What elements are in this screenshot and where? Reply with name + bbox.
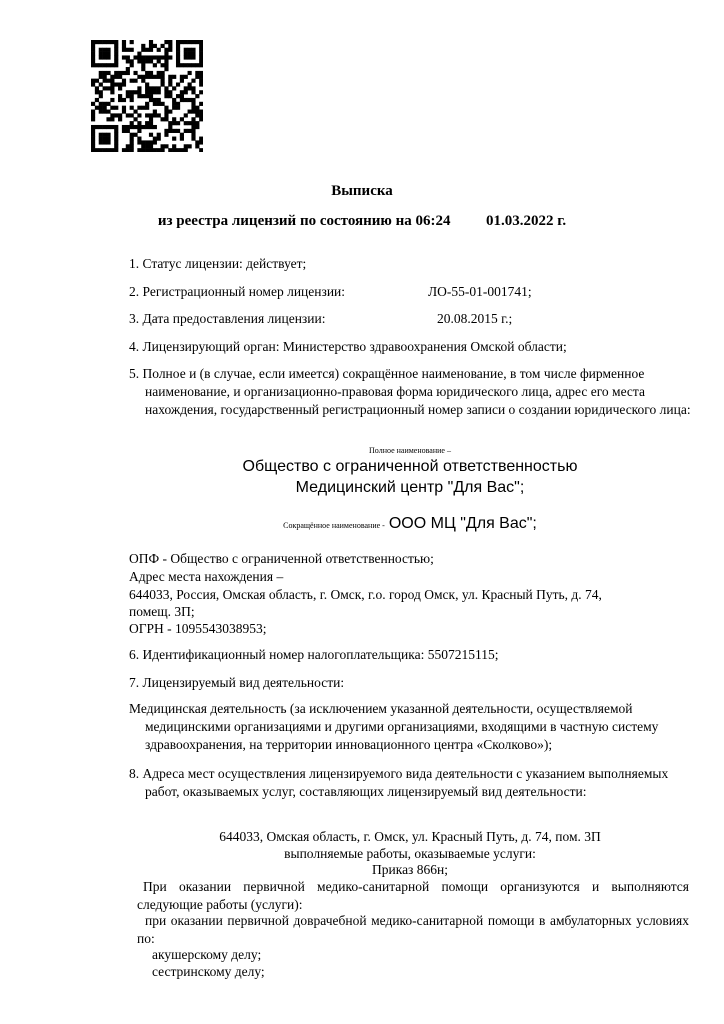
places-intro: 8. Адреса мест осуществления лицензируемого вида деятельности с указанием выполняемых работ, оказываемых услуг, составляющих лицензируемый вид деятельности: bbox=[129, 766, 669, 799]
license-date-label: 3. Дата предоставления лицензии: bbox=[129, 311, 326, 326]
opf: ОПФ - Общество с ограниченной ответственностью; bbox=[129, 551, 434, 566]
name-intro: 5. Полное и (в случае, если имеется) сокращённое наименование, в том числе фирменное наименование, и организационно-правовая форма юридического лица, адрес его места нахождения, государственный регистрационный номер записи о создании юридического лица: bbox=[129, 366, 691, 417]
activity-label: 7. Лицензируемый вид деятельности: bbox=[129, 675, 345, 690]
address-line2: помещ. 3П; bbox=[129, 604, 195, 619]
full-name-line2: Медицинский центр "Для Вас"; bbox=[295, 479, 525, 496]
document-title: Выписка bbox=[331, 183, 393, 199]
license-status: 1. Статус лицензии: действует; bbox=[129, 256, 307, 271]
short-name-caption: Сокращённое наименование - bbox=[283, 521, 385, 530]
document-subtitle bbox=[0, 213, 724, 230]
reg-number-label: 2. Регистрационный номер лицензии: bbox=[129, 284, 346, 299]
full-name-caption: Полное наименование – bbox=[369, 446, 451, 455]
license-date-value: 20.08.2015 г.; bbox=[437, 311, 513, 326]
address-label: Адрес места нахождения – bbox=[129, 569, 284, 584]
primary-care-works: При оказании первичной медико-санитарной помощи организуются и выполняются следующие работы (услуги): bbox=[137, 879, 689, 912]
subtitle-text: из реестра лицензий по состоянию на 06:24 bbox=[157, 213, 451, 229]
works-label: выполняемые работы, оказываемые услуги: bbox=[284, 846, 536, 861]
subtitle-date: 01.03.2022 г. bbox=[486, 213, 567, 229]
place-address: 644033, Омская область, г. Омск, ул. Красный Путь, д. 74, пом. 3П bbox=[219, 829, 601, 844]
inn: 6. Идентификационный номер налогоплательщика: 5507215115; bbox=[129, 647, 499, 662]
full-name-line1: Общество с ограниченной ответственностью bbox=[242, 458, 578, 475]
work-item-obstetrics: акушерскому делу; bbox=[152, 947, 262, 962]
address-line1: 644033, Россия, Омская область, г. Омск, г.о. город Омск, ул. Красный Путь, д. 74, bbox=[129, 587, 602, 602]
licensing-authority: 4. Лицензирующий орган: Министерство здравоохранения Омской области; bbox=[129, 339, 567, 354]
ogrn: ОГРН - 1095543038953; bbox=[129, 621, 267, 636]
order: Приказ 866н; bbox=[371, 862, 448, 877]
reg-number-value: ЛО-55-01-001741; bbox=[428, 284, 532, 299]
prehospital-care: при оказании первичной доврачебной медико-санитарной помощи в амбулаторных условиях по: bbox=[137, 913, 689, 946]
short-name-row bbox=[150, 515, 670, 533]
activity-text: Медицинская деятельность (за исключением указанной деятельности, осуществляемой медицинскими организациями и другими организациями, входящими в частную систему здравоохранения, на территории инновационного центра «Сколково»); bbox=[129, 701, 659, 752]
short-name: ООО МЦ "Для Вас"; bbox=[388, 515, 537, 532]
qr-code bbox=[91, 40, 203, 152]
work-item-nursing: сестринскому делу; bbox=[152, 964, 265, 979]
